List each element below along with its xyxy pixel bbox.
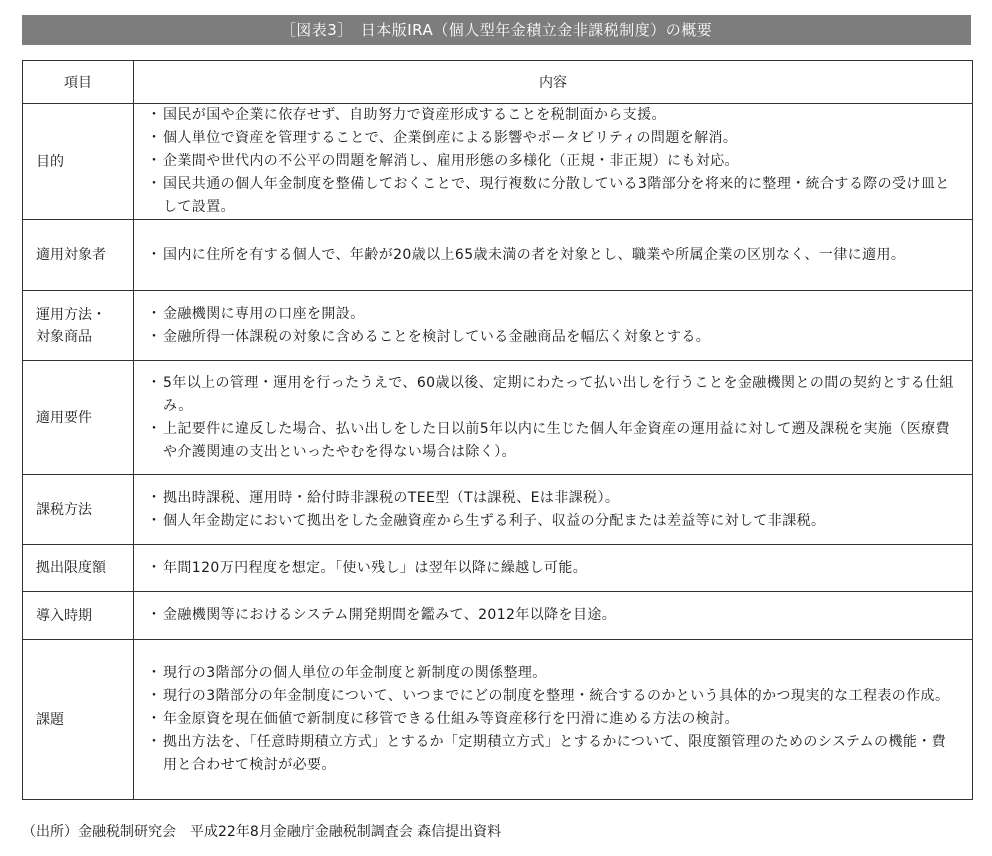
bullet-item: ・ 年間120万円程度を想定。「使い残し」は翌年以降に繰越し可能。 xyxy=(149,557,958,580)
row-label: 適用要件 xyxy=(23,361,134,475)
bullet-item: ・ 個人年金勘定において拠出をした金融資産から生ずる利子、収益の分配または差益等に対して非課税。 xyxy=(149,510,958,533)
bullet-item: ・ 5年以上の管理・運用を行ったうえで、60歳以後、定期にわたって払い出しを行うことを金融機関との間の契約とする仕組み。 xyxy=(149,372,958,418)
bullet-item: ・ 国民が国や企業に依存せず、自助努力で資産形成することを税制面から支援。 xyxy=(149,104,958,127)
row-content xyxy=(134,291,973,361)
row-content xyxy=(134,640,973,800)
bullet-item: ・ 企業間や世代内の不公平の問題を解消し、雇用形態の多様化（正規・非正規）にも対応。 xyxy=(149,150,958,173)
row-content xyxy=(134,220,973,291)
table-row xyxy=(23,291,973,361)
row-label: 拠出限度額 xyxy=(23,545,134,592)
bullet-item: ・ 個人単位で資産を管理することで、企業倒産による影響やポータビリティの問題を解消。 xyxy=(149,127,958,150)
bullet-item: ・ 拠出方法を、「任意時期積立方式」とするか「定期積立方式」とするかについて、限度額管理のためのシステムの機能・費用と合わせて検討が必要。 xyxy=(149,731,958,777)
bullet-item: ・ 現行の3階部分の個人単位の年金制度と新制度の関係整理。 xyxy=(149,662,958,685)
header-item: 項目 xyxy=(23,61,134,104)
table-row xyxy=(23,545,973,592)
table-row xyxy=(23,104,973,220)
bullet-item: ・ 拠出時課税、運用時・給付時非課税のTEE型（Tは課税、Eは非課税）。 xyxy=(149,487,958,510)
row-content xyxy=(134,545,973,592)
bullet-item: ・ 国民共通の個人年金制度を整備しておくことで、現行複数に分散している3階部分を将来的に整理・統合する際の受け皿として設置。 xyxy=(149,173,958,219)
bullet-item: ・ 現行の3階部分の年金制度について、いつまでにどの制度を整理・統合するのかという具体的かつ現実的な工程表の作成。 xyxy=(149,685,958,708)
table-row xyxy=(23,592,973,640)
bullet-item: ・ 金融機関等におけるシステム開発期間を鑑みて、2012年以降を目途。 xyxy=(149,604,958,627)
row-content xyxy=(134,592,973,640)
row-content xyxy=(134,475,973,545)
table-row xyxy=(23,475,973,545)
row-content xyxy=(134,361,973,475)
row-content xyxy=(134,104,973,220)
table-row xyxy=(23,361,973,475)
row-label: 目的 xyxy=(23,104,134,220)
bullet-item: ・ 年金原資を現在価値で新制度に移管できる仕組み等資産移行を円滑に進める方法の検討。 xyxy=(149,708,958,731)
table-row xyxy=(23,640,973,800)
bullet-item: ・ 金融所得一体課税の対象に含めることを検討している金融商品を幅広く対象とする。 xyxy=(149,326,958,349)
table-row xyxy=(23,220,973,291)
row-label: 運用方法・ 対象商品 xyxy=(23,291,134,361)
row-label: 課題 xyxy=(23,640,134,800)
source-note: （出所）金融税制研究会 平成22年8月金融庁金融税制調査会 森信提出資料 xyxy=(22,824,502,840)
bullet-item: ・ 上記要件に違反した場合、払い出しをした日以前5年以内に生じた個人年金資産の運用益に対して遡及課税を実施（医療費や介護関連の支出といったやむを得ない場合は除く）。 xyxy=(149,418,958,464)
bullet-item: ・ 国内に住所を有する個人で、年齢が20歳以上65歳未満の者を対象とし、職業や所属企業の区別なく、一律に適用。 xyxy=(149,244,958,267)
table-header-row xyxy=(23,61,973,104)
ira-overview-table xyxy=(22,60,973,800)
row-label: 課税方法 xyxy=(23,475,134,545)
figure-title: ［図表3］ 日本版IRA（個人型年金積立金非課税制度）の概要 xyxy=(22,15,971,45)
header-content: 内容 xyxy=(134,61,973,104)
row-label: 適用対象者 xyxy=(23,220,134,291)
row-label: 導入時期 xyxy=(23,592,134,640)
bullet-item: ・ 金融機関に専用の口座を開設。 xyxy=(149,303,958,326)
